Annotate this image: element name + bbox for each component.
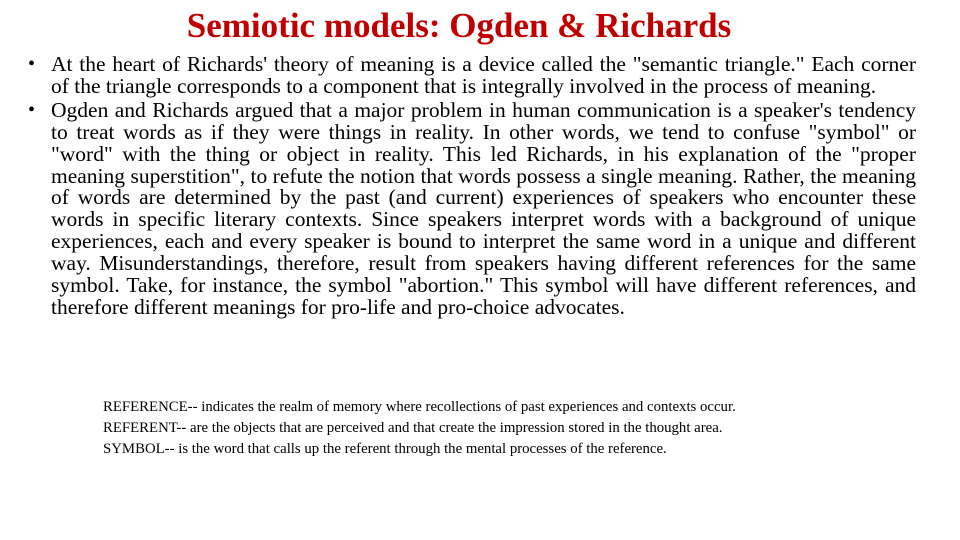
bullet-text: At the heart of Richards' theory of meaning is a device called the "semantic triangle." Each corner of the triangle corresponds to a component that is integrally involved in the process of meaning. [51, 52, 916, 98]
bullet-item-semantic-triangle [28, 54, 916, 98]
definition-reference: REFERENCE-- indicates the realm of memory where recollections of past experiences and contexts occur. [103, 399, 736, 415]
bullet-list [28, 54, 916, 321]
bullet-item-communication-problem [28, 97, 916, 319]
slide-title: Semiotic models: Ogden & Richards [186, 6, 732, 45]
bullet-icon: • [28, 53, 36, 75]
bullet-text: Ogden and Richards argued that a major problem in human communication is a speaker's tendency to treat words as if they were things in reality. In other words, we tend to confuse "symbol" or "word" with the thing or object in reality. This led Richards, in his explanation of the "proper meaning superstition", to refute the notion that words possess a single meaning. Rather, the meaning of words are determined by the past (and current) experiences of speakers who encounter these words in specific literary contexts. Since speakers interpret words with a background of unique experiences, each and every speaker is bound to interpret the same word in a unique and different way. Misunderstandings, therefore, result from speakers having different references for the same symbol. Take, for instance, the symbol "abortion." This symbol will have different references, and therefore different meanings for pro-life and pro-choice advocates. [51, 97, 916, 319]
definition-referent: REFERENT-- are the objects that are perceived and that create the impression stored in the thought area. [103, 420, 723, 436]
definitions-block [103, 397, 933, 460]
bullet-icon: • [28, 98, 36, 121]
definition-symbol: SYMBOL-- is the word that calls up the referent through the mental processes of the reference. [103, 441, 667, 457]
